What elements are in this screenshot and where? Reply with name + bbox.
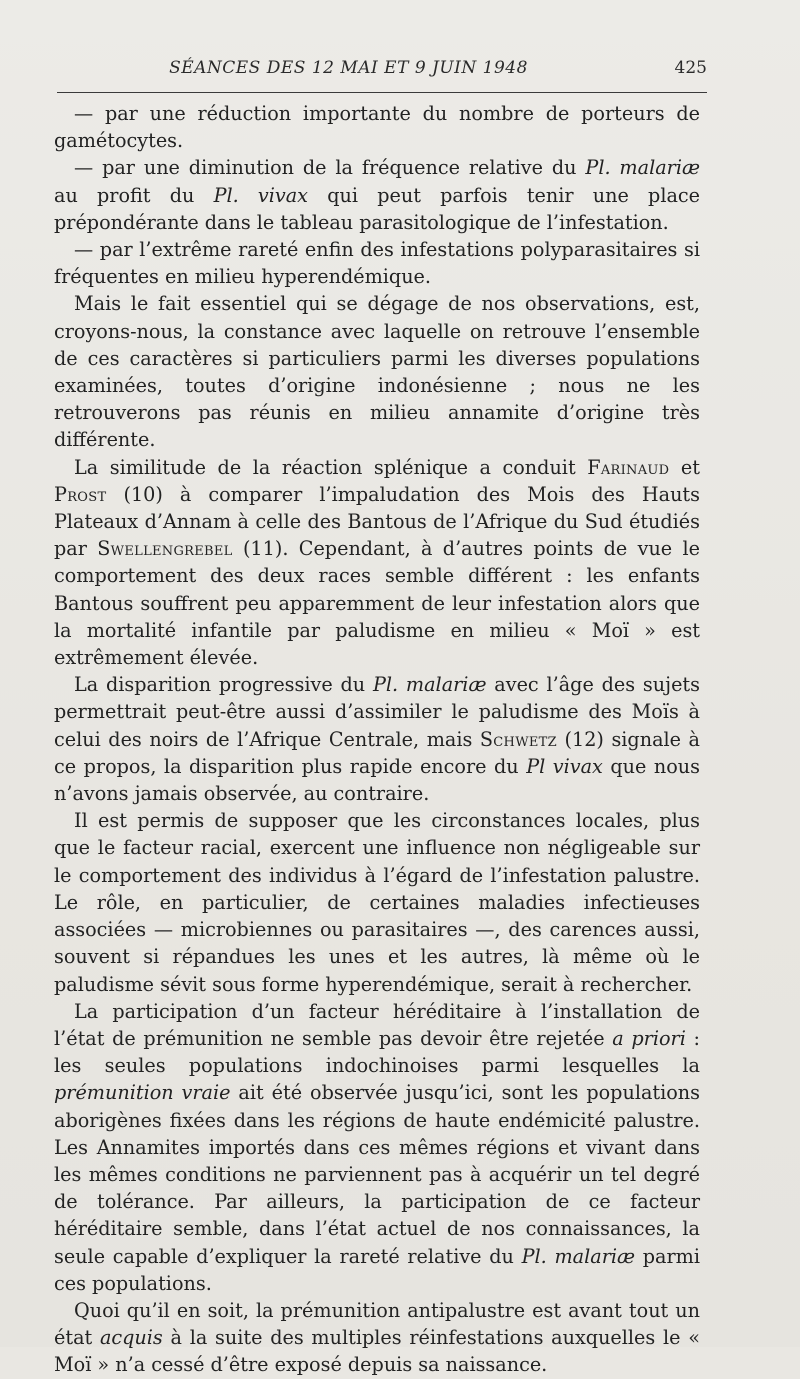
page-number: 425 [674, 58, 707, 78]
emphasis: acquis [99, 1326, 163, 1350]
text-run: parmi ces populations. [54, 1244, 700, 1295]
paragraph-4: Mais le fait essentiel qui se dégage de nos observations, est, croyons-nous, la constance avec laquelle on retrouve l’ensemble de ces caractères si particuliers parmi les diverses populations examinées, toutes d’origine indonésienne ; nous ne les retrouverons pas réunis en milieu annamite d’origine très différente. [54, 292, 700, 452]
text-run: La participation d’un facteur héréditaire à l’installation de l’état de prémunition ne semble pas devoir être rejetée [54, 999, 700, 1050]
paragraph-7: Il est permis de supposer que les circonstances locales, plus que le facteur racial, exercent une influence non négligeable sur le comportement des individus à l’égard de l’infestation palustre. Le rôle, en particulier, de certaines maladies infectieuses associées — microbiennes ou parasitaires —, des carences aussi, souvent si répandues les unes et les autres, là même où le paludisme sévit sous forme hyperendémique, serait à rechercher. [54, 809, 700, 996]
emphasis: prémunition vraie [54, 1081, 231, 1105]
text-run: (11). Cependant, à d’autres points de vue le comportement des deux races semble différent : les enfants Bantous souffrent peu apparemment de leur infestation alors que la mortalité infantile par paludisme en milieu « Moï » est extrêmement élevée. [54, 537, 700, 670]
running-title: SÉANCES DES 12 MAI ET 9 JUIN 1948 [169, 58, 528, 78]
text-run: — par une diminution de la fréquence relative du [74, 156, 586, 180]
text-run: La disparition progressive du [74, 673, 373, 697]
paragraph-6 [54, 671, 700, 807]
header-rule [57, 92, 707, 93]
author-name: Farinaud [587, 455, 670, 479]
text-run: Quoi qu’il en soit, la prémunition antipalustre est avant tout un état [54, 1298, 700, 1350]
paragraph-1: — par une réduction importante du nombre de porteurs de gamétocytes. [54, 102, 700, 153]
paragraph-5 [54, 454, 700, 672]
author-name: Prost [54, 482, 107, 506]
text-run: ait été observée jusqu’ici, sont les populations aborigènes fixées dans les régions de haute endémicité palustre. Les Annamites importés dans ces mêmes régions et vivant dans les mêmes conditions ne parviennent pas à acquérir un tel degré de tolérance. Par ailleurs, la participation de ce facteur héréditaire semble, dans l’état actuel de nos connaissances, la seule capable d’expliquer la rareté relative du [54, 1081, 700, 1268]
species-name: Pl. malariæ [521, 1244, 636, 1268]
species-name: Pl. vivax [213, 183, 309, 207]
species-name: Pl vivax [526, 754, 603, 778]
text-run: que nous n’avons jamais observée, au contraire. [54, 754, 701, 806]
text-run: et [669, 455, 700, 479]
paragraph-9 [54, 1297, 700, 1379]
species-name: Pl. malariæ [372, 673, 487, 697]
species-name: Pl. malariæ [585, 156, 700, 180]
text-run: : les seules populations indochinoises parmi lesquelles la [54, 1026, 700, 1078]
text-run: à la suite des multiples réinfestations auxquelles le « Moï » n’a cessé d’être exposé depuis sa naissance. [54, 1326, 700, 1377]
text-run: (10) à comparer l’impaludation des Mois des Hauts Plateaux d’Annam à celle des Bantous de l’Afrique du Sud étudiés par [54, 482, 700, 561]
body-text [54, 100, 700, 1379]
text-run: au profit du [54, 183, 214, 207]
text-run: La similitude de la réaction splénique a conduit [74, 455, 588, 479]
text-run: qui peut parfois tenir une place prépondérante dans le tableau parasitologique de l’infestation. [54, 183, 701, 234]
author-name: Swellengrebel [97, 537, 233, 561]
running-head [50, 58, 707, 88]
text-run: avec l’âge des sujets permettrait peut-être aussi d’assimiler le paludisme des Moïs à celui des noirs de l’Afrique Centrale, mais [54, 673, 700, 751]
paragraph-8 [54, 998, 700, 1297]
paragraph-3: — par l’extrême rareté enfin des infestations polyparasitaires si fréquentes en milieu hyperendémique. [54, 238, 700, 289]
text-run: (12) signale à ce propos, la disparition plus rapide encore du [54, 727, 700, 778]
latin-phrase: a priori [612, 1026, 686, 1050]
author-name: Schwetz [479, 727, 557, 751]
paragraph-2 [54, 154, 700, 236]
